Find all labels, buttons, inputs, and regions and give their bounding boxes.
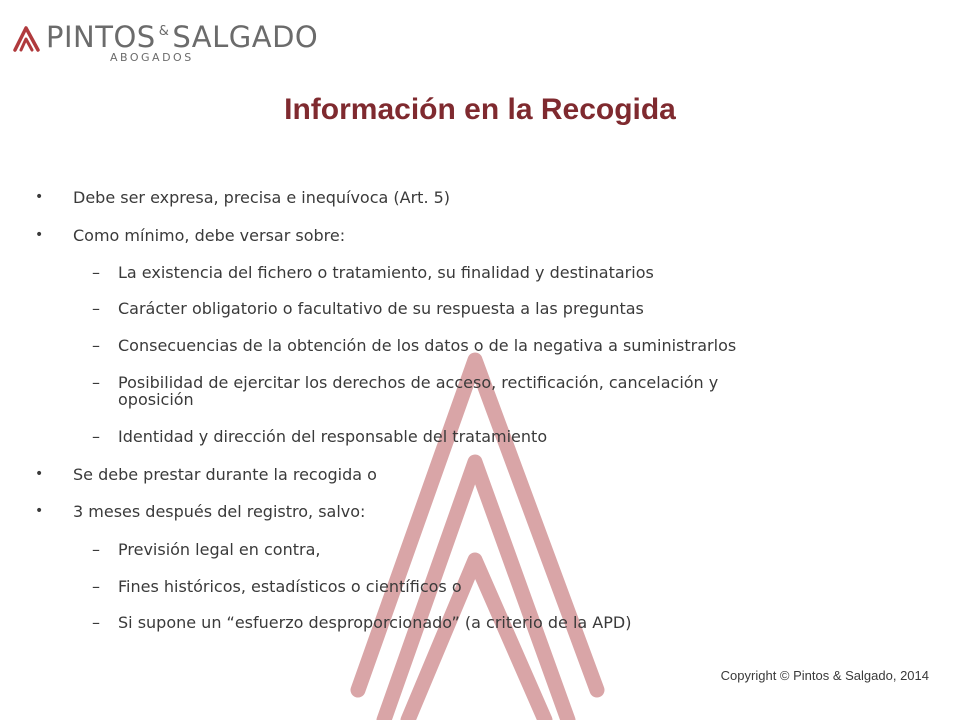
- copyright-notice: Copyright © Pintos & Salgado, 2014: [720, 668, 929, 683]
- list-item: [35, 226, 346, 245]
- dash-marker: –: [92, 613, 100, 632]
- list-item: [92, 427, 548, 446]
- bullet-text: Como mínimo, debe versar sobre:: [73, 226, 346, 245]
- list-item: [35, 188, 451, 207]
- bullet-marker: •: [35, 189, 44, 205]
- brand-name: [46, 20, 318, 54]
- list-item: [92, 613, 632, 632]
- bullet-text: 3 meses después del registro, salvo:: [73, 502, 366, 521]
- chevron-mark-icon: [12, 24, 42, 54]
- bullet-text: Posibilidad de ejercitar los derechos de acceso, rectificación, cancelación y: [118, 373, 719, 392]
- list-item: [92, 577, 462, 596]
- bullet-text: Consecuencias de la obtención de los datos o de la negativa a suministrarlos: [118, 336, 737, 355]
- bullet-text: Debe ser expresa, precisa e inequívoca (Art. 5): [73, 188, 451, 207]
- dash-marker: –: [92, 373, 100, 392]
- bullet-text: Carácter obligatorio o facultativo de su respuesta a las preguntas: [118, 299, 644, 318]
- dash-marker: –: [92, 299, 100, 318]
- list-item: [35, 502, 366, 521]
- bullet-marker: •: [35, 227, 44, 243]
- list-item: [92, 263, 654, 282]
- brand-logo: [12, 18, 319, 70]
- bullet-marker: •: [35, 503, 44, 519]
- brand-name-part1: PINTOS: [46, 20, 156, 54]
- brand-name-part2: SALGADO: [172, 20, 319, 54]
- dash-marker: –: [92, 263, 100, 282]
- list-item: [92, 540, 321, 559]
- list-item: [92, 336, 737, 355]
- bullet-text: Previsión legal en contra,: [118, 540, 321, 559]
- dash-marker: –: [92, 336, 100, 355]
- list-item: [92, 373, 719, 409]
- list-item: [92, 299, 644, 318]
- dash-marker: –: [92, 427, 100, 446]
- bullet-text-continuation: oposición: [118, 390, 194, 409]
- list-item: [35, 465, 377, 484]
- slide-title: Información en la Recogida: [284, 93, 676, 126]
- brand-subtitle: ABOGADOS: [110, 51, 194, 64]
- dash-marker: –: [92, 540, 100, 559]
- bullet-text: Identidad y dirección del responsable del tratamiento: [118, 427, 548, 446]
- dash-marker: –: [92, 577, 100, 596]
- bullet-text: Si supone un “esfuerzo desproporcionado” (a criterio de la APD): [118, 613, 632, 632]
- bullet-marker: •: [35, 466, 44, 482]
- bullet-text: La existencia del fichero o tratamiento, su finalidad y destinatarios: [118, 263, 654, 282]
- bullet-text: Fines históricos, estadísticos o científicos o: [118, 577, 462, 596]
- bullet-text: Se debe prestar durante la recogida o: [73, 465, 377, 484]
- brand-ampersand: &: [158, 24, 170, 39]
